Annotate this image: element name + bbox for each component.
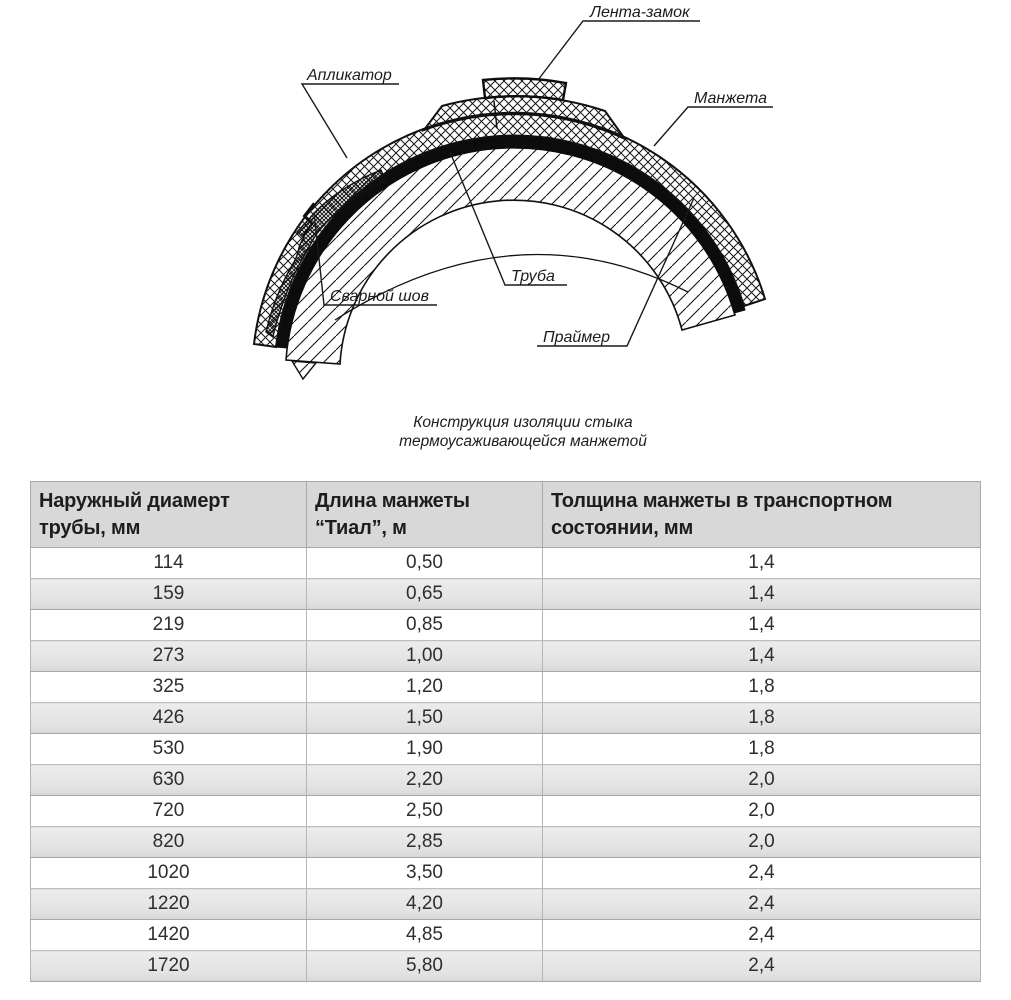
table-cell: 2,0: [543, 765, 981, 796]
label-applicator: Апликатор: [307, 67, 392, 84]
table-cell: 1,4: [543, 610, 981, 641]
table-row: [31, 672, 981, 703]
label-weld-seam: Сварной шов: [330, 288, 429, 305]
table-cell: 2,85: [307, 827, 543, 858]
table-cell: 1,50: [307, 703, 543, 734]
table-row: [31, 951, 981, 982]
table-row: [31, 920, 981, 951]
table-cell: 1,4: [543, 579, 981, 610]
spec-table-container: [30, 481, 980, 982]
table-cell: 4,20: [307, 889, 543, 920]
table-cell: 0,85: [307, 610, 543, 641]
table-cell: 273: [31, 641, 307, 672]
table-cell: 630: [31, 765, 307, 796]
table-row: [31, 579, 981, 610]
label-primer: Праймер: [543, 329, 611, 346]
label-sleeve: Манжета: [694, 90, 767, 107]
figure-caption-line1: Конструкция изоляции стыка: [413, 414, 633, 431]
table-cell: 2,0: [543, 796, 981, 827]
table-row: [31, 734, 981, 765]
table-cell: 1,8: [543, 734, 981, 765]
table-cell: 0,65: [307, 579, 543, 610]
table-cell: 2,4: [543, 920, 981, 951]
table-cell: 1420: [31, 920, 307, 951]
table-row: [31, 548, 981, 579]
table-cell: 4,85: [307, 920, 543, 951]
table-cell: 530: [31, 734, 307, 765]
table-row: [31, 641, 981, 672]
table-cell: 2,4: [543, 951, 981, 982]
sleeve-spec-table: [30, 481, 981, 982]
table-cell: 2,4: [543, 858, 981, 889]
header-outer-diameter: Наружный диамерт трубы, мм: [31, 482, 307, 548]
table-cell: 1020: [31, 858, 307, 889]
table-cell: 1220: [31, 889, 307, 920]
header-sleeve-length: Длина манжеты “Тиал”, м: [307, 482, 543, 548]
pipe-joint-diagram: [0, 0, 1011, 405]
table-row: [31, 610, 981, 641]
pipe-end-jag: [292, 361, 316, 379]
table-cell: 219: [31, 610, 307, 641]
table-cell: 5,80: [307, 951, 543, 982]
table-row: [31, 858, 981, 889]
header-sleeve-thickness: Толщина манжеты в транспортном состоянии, мм: [543, 482, 981, 548]
table-cell: 2,20: [307, 765, 543, 796]
table-cell: 1,90: [307, 734, 543, 765]
table-row: [31, 703, 981, 734]
table-cell: 1,00: [307, 641, 543, 672]
label-lock-strip: Лента-замок: [590, 4, 690, 21]
leader-sleeve: [654, 107, 773, 146]
table-cell: 1,8: [543, 703, 981, 734]
table-cell: 1,4: [543, 641, 981, 672]
table-body: [31, 548, 981, 982]
table-row: [31, 827, 981, 858]
label-pipe: Труба: [511, 268, 555, 285]
table-cell: 1,4: [543, 548, 981, 579]
table-cell: 820: [31, 827, 307, 858]
table-cell: 159: [31, 579, 307, 610]
table-cell: 426: [31, 703, 307, 734]
lock-strip: [483, 78, 566, 100]
table-cell: 1,8: [543, 672, 981, 703]
table-cell: 0,50: [307, 548, 543, 579]
table-cell: 114: [31, 548, 307, 579]
figure-caption-line2: термоусаживающейся манжетой: [399, 433, 647, 451]
table-cell: 720: [31, 796, 307, 827]
table-cell: 325: [31, 672, 307, 703]
table-cell: 2,4: [543, 889, 981, 920]
table-cell: 1720: [31, 951, 307, 982]
table-row: [31, 796, 981, 827]
figure-caption: [28, 413, 1011, 452]
table-cell: 2,0: [543, 827, 981, 858]
table-header-row: [31, 482, 981, 548]
table-cell: 3,50: [307, 858, 543, 889]
table-row: [31, 889, 981, 920]
leader-lock-strip: [538, 21, 700, 80]
table-cell: 2,50: [307, 796, 543, 827]
table-cell: 1,20: [307, 672, 543, 703]
table-row: [31, 765, 981, 796]
